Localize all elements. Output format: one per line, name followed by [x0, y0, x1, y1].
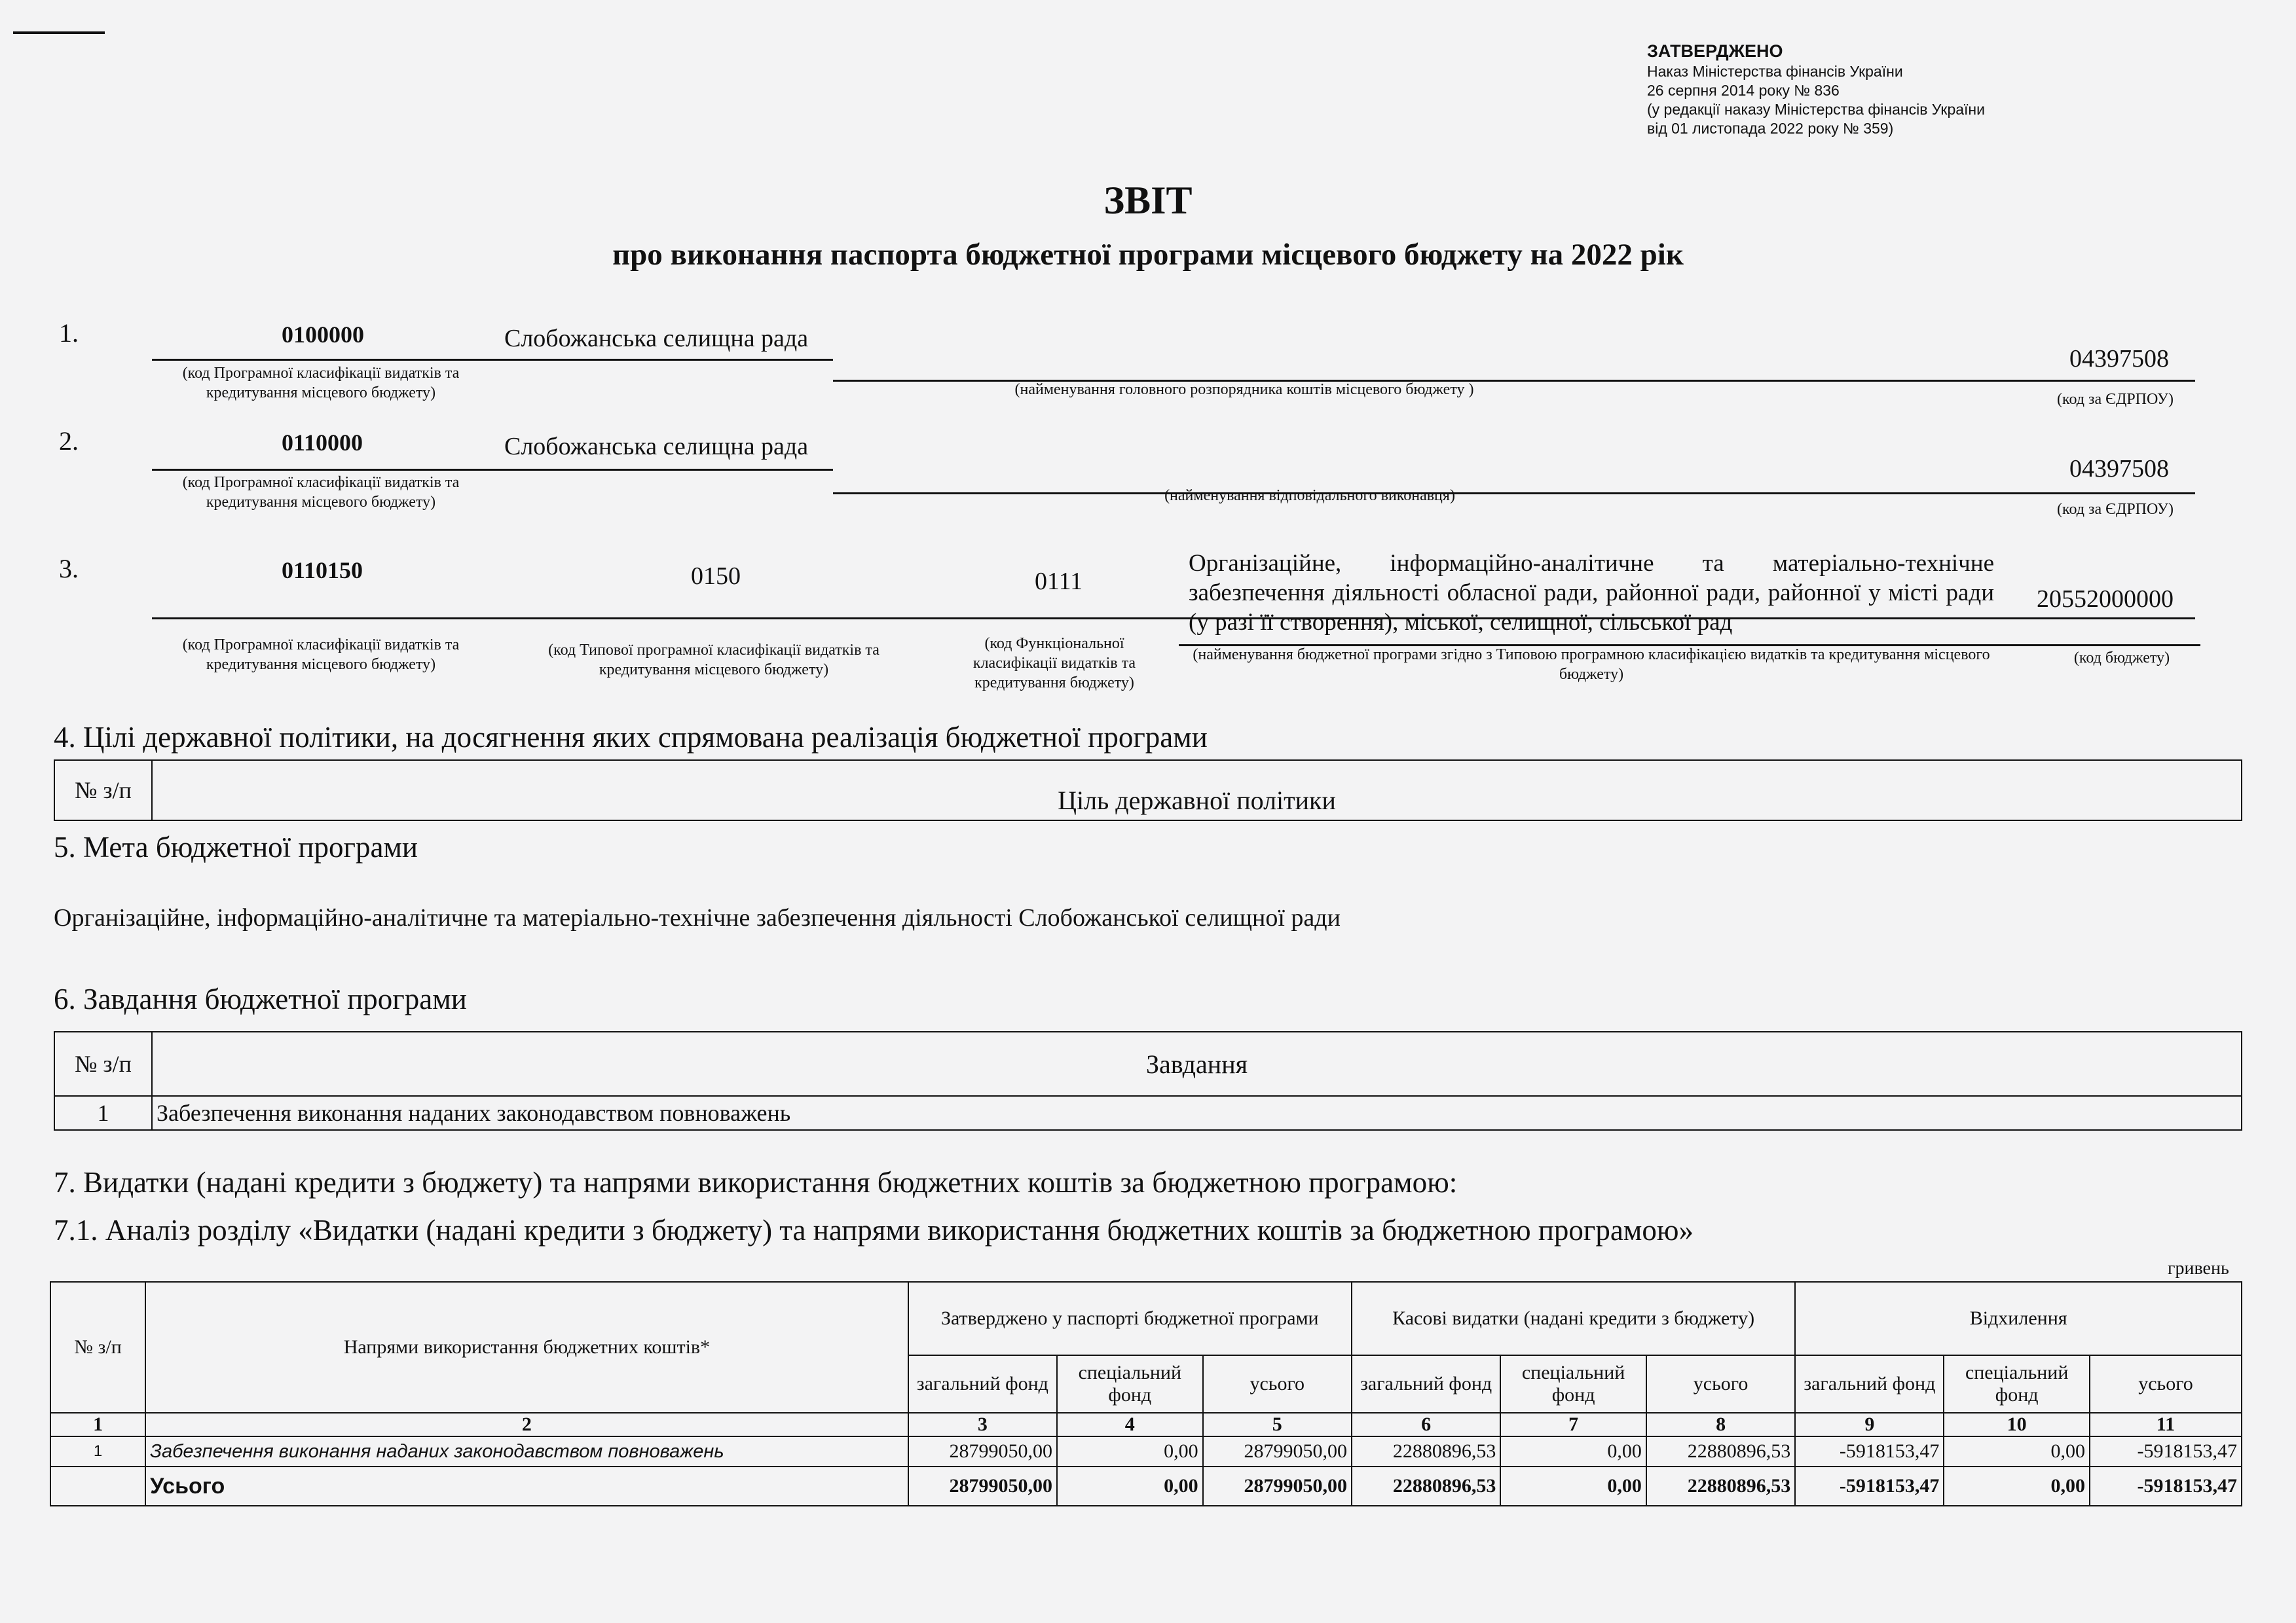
approval-line: Наказ Міністерства фінансів України — [1647, 63, 1903, 80]
col-header-general-fund: загальний фонд — [908, 1355, 1057, 1413]
cell-total-deviation-general: -5918153,47 — [1795, 1467, 1944, 1506]
section7-1-heading: 7.1. Аналіз розділу «Видатки (надані кредити з бюджету) та напрями використання бюджетних коштів за бюджетною програмою» — [54, 1214, 1694, 1247]
row-no: 1 — [50, 1436, 145, 1467]
column-index: 6 — [1352, 1413, 1500, 1436]
cell-approved-total: 28799050,00 — [1203, 1436, 1352, 1467]
item1-code-caption: (код Програмної класифікації видатків та кредитування місцевого бюджету) — [182, 365, 460, 401]
col-header-total: усього — [1646, 1355, 1795, 1413]
section5-purpose-text: Організаційне, інформаційно-аналітичне та матеріально-технічне забезпечення діяльності Слобожанської селищної ради — [54, 904, 1341, 932]
section7-heading: 7. Видатки (надані кредити з бюджету) та напрями використання бюджетних коштів за бюджетною програмою: — [54, 1166, 1458, 1199]
approval-line: (у редакції наказу Міністерства фінансів України — [1647, 101, 1985, 118]
item2-edrpou-caption: (код за ЄДРПОУ) — [2057, 501, 2174, 518]
item1-underline — [152, 359, 833, 361]
cell-total-cash-special: 0,00 — [1500, 1467, 1646, 1506]
approval-line: від 01 листопада 2022 року № 359) — [1647, 120, 1894, 137]
item2-edrpou: 04397508 — [2069, 455, 2169, 483]
item3-name-caption: (найменування бюджетної програми згідно з Типовою програмною класифікацією видатків та кредитування місцевого бюджету) — [1193, 646, 1990, 683]
section6-heading: 6. Завдання бюджетної програми — [54, 983, 467, 1015]
item2-number: 2. — [59, 426, 79, 456]
cell-approved-special: 0,00 — [1057, 1436, 1203, 1467]
column-index: 5 — [1203, 1413, 1352, 1436]
currency-unit: гривень — [2168, 1258, 2229, 1279]
item3-number: 3. — [59, 554, 79, 583]
column-index: 1 — [50, 1413, 145, 1436]
col-header-approved: Затверджено у паспорті бюджетної програми — [908, 1282, 1352, 1355]
item1-name: Слобожанська селищна рада — [504, 325, 809, 352]
col-header-general-fund: загальний фонд — [1352, 1355, 1500, 1413]
cell-approved-general: 28799050,00 — [908, 1436, 1057, 1467]
total-label: Усього — [145, 1467, 908, 1506]
item3-program-name: Організаційне, інформаційно-аналітичне та матеріально-технічне забезпечення діяльності обласної ради, районної ради, районної у місті ради (у разі її створення), міської, селищної, сільської рад — [1189, 550, 1994, 636]
cell-deviation-special: 0,00 — [1944, 1436, 2090, 1467]
col-header-special-fund: спеціальний фонд — [1944, 1355, 2090, 1413]
col-header-task: Завдання — [152, 1032, 2242, 1096]
report-title: ЗВІТ — [1103, 179, 1193, 222]
item3-function-code: 0111 — [1035, 568, 1083, 595]
col-header-cash: Касові видатки (надані кредити з бюджету) — [1352, 1282, 1795, 1355]
item3-code: 0110150 — [282, 557, 363, 583]
cell-cash-general: 22880896,53 — [1352, 1436, 1500, 1467]
column-index-row — [50, 1413, 2242, 1436]
column-index: 4 — [1057, 1413, 1203, 1436]
item1-edrpou: 04397508 — [2069, 345, 2169, 373]
col-header-total: усього — [2090, 1355, 2242, 1413]
col-header-special-fund: спеціальний фонд — [1057, 1355, 1203, 1413]
row-direction: Забезпечення виконання наданих законодавством повноважень — [145, 1436, 908, 1467]
col-header-direction: Напрями використання бюджетних коштів* — [145, 1282, 908, 1413]
cell-cash-special: 0,00 — [1500, 1436, 1646, 1467]
table-row — [54, 1096, 2242, 1130]
table-total-row — [50, 1467, 2242, 1506]
item1-code: 0100000 — [282, 321, 364, 348]
col-header-no: № з/п — [54, 1032, 152, 1096]
item2-name-caption: (найменування відповідального виконавця) — [1164, 487, 1455, 504]
table-header-row — [54, 760, 2242, 820]
col-header-total: усього — [1203, 1355, 1352, 1413]
column-index: 2 — [145, 1413, 908, 1436]
corner-mark — [13, 31, 105, 34]
report-subtitle: про виконання паспорта бюджетної програми місцевого бюджету на 2022 рік — [612, 238, 1684, 272]
approval-heading: ЗАТВЕРДЖЕНО — [1647, 41, 1783, 61]
item3-budget-caption: (код бюджету) — [2073, 649, 2170, 666]
table-row — [50, 1436, 2242, 1467]
task-text: Забезпечення виконання наданих законодавством повноважень — [152, 1096, 2242, 1130]
column-index: 10 — [1944, 1413, 2090, 1436]
col-header-general-fund: загальний фонд — [1795, 1355, 1944, 1413]
column-index: 7 — [1500, 1413, 1646, 1436]
cell-total-deviation-total: -5918153,47 — [2090, 1467, 2242, 1506]
section4-heading: 4. Цілі державної політики, на досягнення яких спрямована реалізація бюджетної програми — [54, 721, 1208, 754]
table-header-row — [54, 1032, 2242, 1096]
col-header-special-fund: спеціальний фонд — [1500, 1355, 1646, 1413]
tasks-table — [54, 1031, 2242, 1131]
cell-cash-total: 22880896,53 — [1646, 1436, 1795, 1467]
item2-code: 0110000 — [282, 429, 363, 456]
item3-typical-caption: (код Типової програмної класифікації видатків та кредитування місцевого бюджету) — [548, 642, 880, 678]
item3-typical-code: 0150 — [691, 562, 741, 590]
column-index: 11 — [2090, 1413, 2242, 1436]
cell-deviation-total: -5918153,47 — [2090, 1436, 2242, 1467]
table-header-row — [50, 1282, 2242, 1355]
task-no: 1 — [54, 1096, 152, 1130]
item3-underline — [152, 617, 2195, 619]
cell-total-cash-general: 22880896,53 — [1352, 1467, 1500, 1506]
cell-total-cash-total: 22880896,53 — [1646, 1467, 1795, 1506]
approval-line: 26 серпня 2014 року № 836 — [1647, 82, 1840, 99]
col-header-no: № з/п — [50, 1282, 145, 1413]
item3-budget-code: 20552000000 — [2037, 585, 2174, 613]
item1-edrpou-caption: (код за ЄДРПОУ) — [2057, 391, 2174, 408]
col-header-deviation: Відхилення — [1795, 1282, 2242, 1355]
cell-total-approved-special: 0,00 — [1057, 1467, 1203, 1506]
item3-function-caption: (код Функціональної класифікації видатків та кредитування бюджету) — [972, 635, 1136, 691]
col-header-goal: Ціль державної політики — [152, 760, 2242, 820]
cell-total-deviation-special: 0,00 — [1944, 1467, 2090, 1506]
item1-name-caption: (найменування головного розпорядника коштів місцевого бюджету ) — [1014, 381, 1474, 398]
policy-goals-table — [54, 759, 2242, 821]
column-index: 8 — [1646, 1413, 1795, 1436]
approval-block — [1647, 41, 1985, 138]
section5-heading: 5. Мета бюджетної програми — [54, 831, 418, 864]
item3-code-caption: (код Програмної класифікації видатків та кредитування місцевого бюджету) — [182, 636, 460, 673]
cell-deviation-general: -5918153,47 — [1795, 1436, 1944, 1467]
item1-number: 1. — [59, 318, 79, 348]
item2-underline — [152, 469, 833, 471]
column-index: 3 — [908, 1413, 1057, 1436]
cell-total-approved-total: 28799050,00 — [1203, 1467, 1352, 1506]
cell-total-approved-general: 28799050,00 — [908, 1467, 1057, 1506]
item2-name: Слобожанська селищна рада — [504, 433, 809, 460]
column-index: 9 — [1795, 1413, 1944, 1436]
total-row-spacer — [50, 1467, 145, 1506]
expenditure-table — [50, 1281, 2242, 1506]
item2-code-caption: (код Програмної класифікації видатків та кредитування місцевого бюджету) — [182, 474, 460, 511]
col-header-no: № з/п — [54, 760, 152, 820]
